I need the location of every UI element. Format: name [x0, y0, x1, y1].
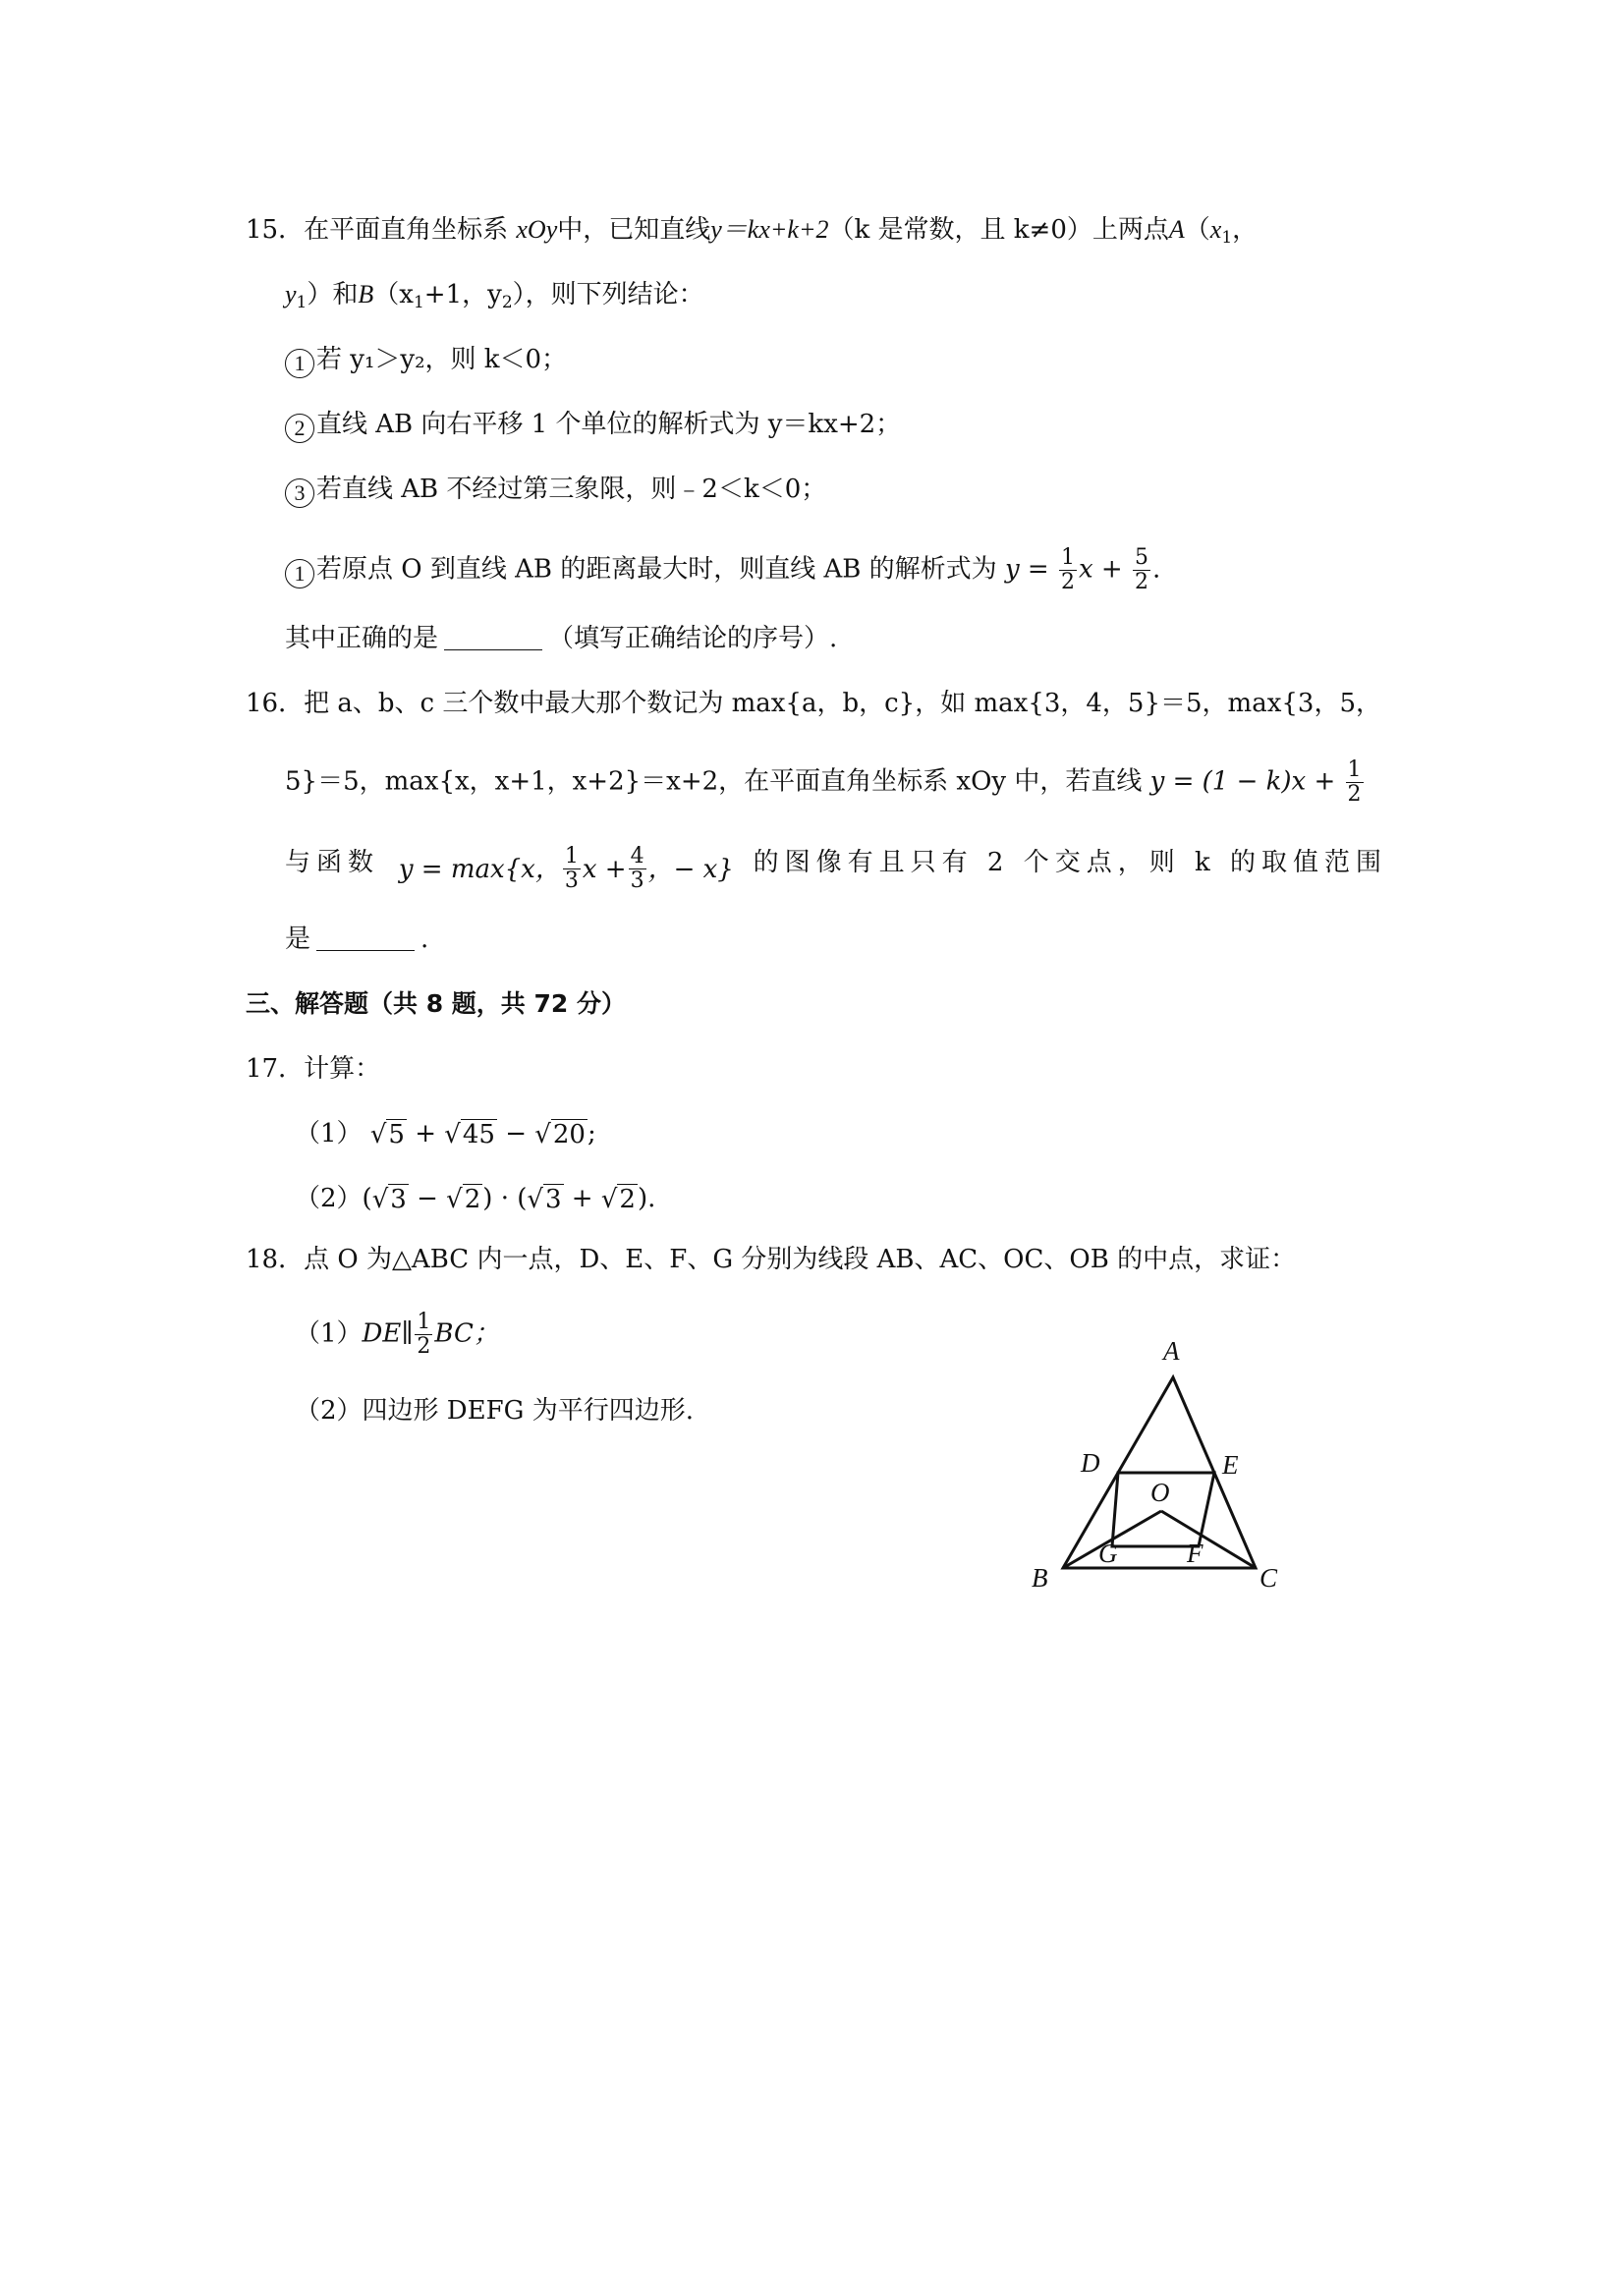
label-o: O: [1150, 1478, 1170, 1507]
q17-title: 17．计算：: [246, 1054, 381, 1084]
q18-part-2: （2）四边形 DEFG 为平行四边形.: [295, 1396, 694, 1426]
fraction: $\frac{1}{2}$: [1060, 545, 1075, 594]
q15-line-2: $y_1$）和$B(x_1+1$，$y_2$），则下列结论：: [285, 280, 704, 312]
q18-number: 18．: [246, 1245, 305, 1274]
q15-conclusion-4: 1 若原点 O 到直线 AB 的距离最大时，则直线 AB 的解析式为 y = $\frac{1}{2}$ x + $\frac{5}{2}$ .: [285, 546, 1160, 594]
circled-number: 1: [285, 349, 314, 378]
sqrt-expression: √2: [600, 1185, 636, 1214]
label-a: A: [1163, 1336, 1180, 1366]
label-b: B: [1032, 1563, 1048, 1593]
answer-blank: [316, 924, 415, 951]
fraction: $\frac{1}{2}$: [417, 1310, 431, 1359]
circled-number: 3: [285, 478, 314, 508]
q18-text: 18．点 O 为△ABC 内一点，D、E、F、G 分别为线段 AB、AC、OC、OB 的中点，求证：: [246, 1245, 1297, 1274]
label-c: C: [1259, 1563, 1278, 1593]
q16-line-4: 是 .: [285, 924, 429, 954]
sqrt-expression: √2: [446, 1185, 481, 1214]
label-e: E: [1222, 1450, 1239, 1480]
section-3-title: 三、解答题（共 8 题，共 72 分）: [246, 989, 627, 1018]
sqrt-expression: √3: [371, 1185, 407, 1214]
q16-line-1: 16．把 a、b、c 三个数中最大那个数记为 max{a，b，c}，如 max{3，4，5}＝5，max{3，5，: [246, 689, 1381, 718]
circled-number: 1: [285, 559, 314, 588]
fraction: $\frac{1}{2}$: [1347, 757, 1362, 807]
q15-conclusion-1: 1 若 y₁＞y₂，则 k＜0；: [285, 342, 567, 378]
q15-conclusion-2: 2 直线 AB 向右平移 1 个单位的解析式为 y＝kx+2；: [285, 407, 901, 443]
answer-blank: [444, 624, 542, 650]
label-d: D: [1081, 1448, 1100, 1478]
q17-part-1: （1） √5 + √45 − √20;: [295, 1116, 596, 1152]
fraction: $\frac{1}{3}$: [564, 844, 579, 893]
triangle-figure: [1012, 1326, 1307, 1601]
sqrt-expression: √20: [534, 1120, 586, 1149]
segment-oc: [1161, 1511, 1256, 1568]
q17-part-2: （2）(√3 − √2) · (√3 + √2).: [295, 1181, 655, 1217]
q18-part-1: （1）DE∥ $\frac{1}{2}$ BC；: [295, 1310, 499, 1359]
q16-number: 16．: [246, 689, 305, 718]
q15-number: 15．: [246, 215, 305, 245]
q17-number: 17．: [246, 1054, 305, 1084]
fraction: $\frac{5}{2}$: [1134, 545, 1148, 594]
sqrt-expression: √3: [527, 1185, 562, 1214]
q15-conclusion-3: 3 若直线 AB 不经过第三象限，则﹣2＜k＜0；: [285, 472, 826, 508]
label-g: G: [1098, 1539, 1118, 1568]
fraction: $\frac{4}{3}$: [630, 844, 644, 893]
q15-ask: 其中正确的是 （填写正确结论的序号）.: [285, 624, 838, 653]
circled-number: 2: [285, 414, 314, 443]
q16-line-3: 与函数 y = max{x， $\frac{1}{3}$ x + $\frac{4}{3}$ ，− x} 的图像有且只有 2 个交点，则 k 的取值范围: [285, 844, 1387, 893]
sqrt-expression: √5: [369, 1120, 405, 1149]
q15-line-1: 15．在平面直角坐标系 xOy中，已知直线y＝kx+k+2（k 是常数，且 k≠0）上两点$A(x_1$，: [246, 215, 1259, 248]
q16-line-2: 5}＝5，max{x，x+1，x+2}＝x+2，在平面直角坐标系 xOy 中，若直线 y = (1 − k)x + $\frac{1}{2}$: [285, 757, 1362, 807]
label-f: F: [1187, 1539, 1203, 1568]
sqrt-expression: √45: [444, 1120, 495, 1149]
